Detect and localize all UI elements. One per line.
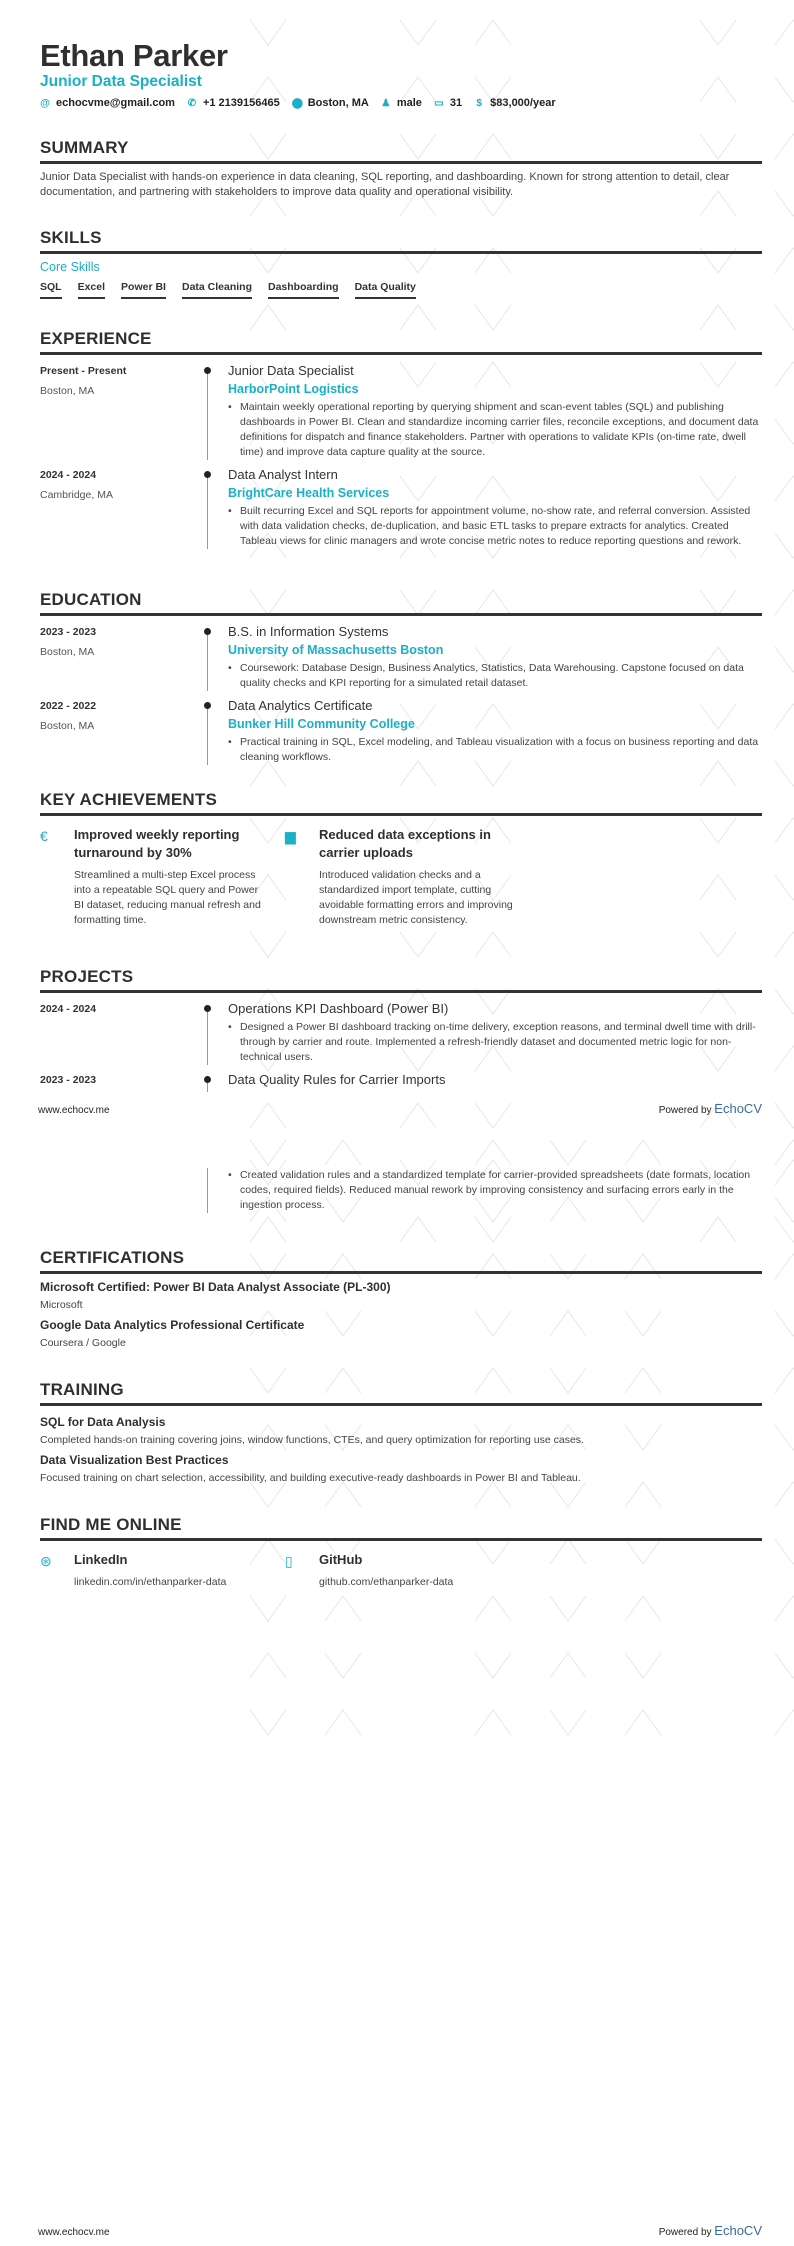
- chevron-mark: [625, 1482, 661, 1507]
- archive-icon: ▆: [285, 828, 296, 844]
- footer-site[interactable]: www.echocv.me: [38, 2227, 110, 2238]
- chevron-mark: [550, 1710, 586, 1735]
- chevron-mark: [625, 1140, 661, 1165]
- section-heading: FIND ME ONLINE: [40, 1515, 762, 1541]
- chevron-mark: [775, 1160, 794, 1185]
- cert-issuer: Coursera / Google: [40, 1337, 126, 1349]
- cert-issuer: Microsoft: [40, 1299, 83, 1311]
- chevron-mark: [550, 1596, 586, 1621]
- chevron-mark: [775, 77, 794, 102]
- chevron-mark: [775, 533, 794, 558]
- chevron-mark: [775, 1368, 794, 1393]
- entry-bullet: • Maintain weekly operational reporting by querying shipment and scan-event tables (SQL) and publishing dashboards in Power BI. Clean and standardize incoming carrier files, reconcile exceptions, and document data definitions for dispatch and finance stakeholders. Partner with operations to validate KPIs (on-time rate, dwell time) and improve data capture quality at the source.: [228, 400, 762, 460]
- timeline-line: [207, 471, 208, 549]
- chevron-mark: [700, 932, 736, 957]
- chevron-mark: [475, 1140, 511, 1165]
- chevron-mark: [700, 305, 736, 330]
- achievement-title: Reduced data exceptions in carrier uploads: [319, 827, 491, 860]
- chevron-mark: [475, 1596, 511, 1621]
- timeline-line: [207, 1168, 208, 1213]
- chevron-mark: [325, 1140, 361, 1165]
- person-icon: ♟: [381, 97, 391, 109]
- chevron-mark: [400, 932, 436, 957]
- achievement-title: Improved weekly reporting turnaround by 30%: [74, 827, 240, 860]
- skill-tag: Data Quality: [355, 281, 416, 299]
- chevron-mark: [475, 932, 511, 957]
- chevron-mark: [625, 1596, 661, 1621]
- candidate-name: Ethan Parker: [40, 38, 228, 73]
- job-title: Junior Data Specialist: [40, 73, 202, 90]
- project-entry: [40, 1072, 762, 1092]
- entry-school: University of Massachusetts Boston: [228, 643, 444, 657]
- chevron-mark: [400, 20, 436, 45]
- training-text: Completed hands-on training covering joins, window functions, CTEs, and query optimization for reporting use cases.: [40, 1434, 584, 1446]
- chevron-mark: [775, 818, 794, 843]
- experience-entry: [40, 363, 762, 460]
- project-title: Data Quality Rules for Carrier Imports: [228, 1072, 446, 1087]
- chevron-mark: [775, 305, 794, 330]
- chevron-mark: [775, 1197, 794, 1222]
- timeline-line: [207, 628, 208, 691]
- chevron-mark: [475, 1103, 511, 1128]
- chevron-mark: [775, 1046, 794, 1071]
- training-section: [40, 1380, 762, 1484]
- entry-date: 2024 - 2024: [40, 1003, 97, 1015]
- entry-bullet: • Designed a Power BI dashboard tracking on-time delivery, exception reasons, and terminal dwell time with drill-through by carrier and route. Implemented a refresh-friendly dataset and documented metric logic for non-technical users.: [228, 1020, 762, 1065]
- chevron-mark: [775, 875, 794, 900]
- training-text: Focused training on chart selection, accessibility, and building executive-ready dashboards in Power BI and Tableau.: [40, 1472, 581, 1484]
- chevron-mark: [775, 419, 794, 444]
- at-icon: @: [40, 97, 50, 109]
- chevron-mark: [475, 1710, 511, 1735]
- chevron-mark: [475, 1217, 511, 1242]
- chevron-mark: [475, 1482, 511, 1507]
- link-url[interactable]: github.com/ethanparker-data: [319, 1576, 454, 1588]
- skill-tag: Excel: [78, 281, 105, 299]
- chevron-mark: [775, 1653, 794, 1678]
- skill-tag: SQL: [40, 281, 62, 299]
- timeline-dot: [204, 1076, 211, 1083]
- chevron-mark: [775, 704, 794, 729]
- entry-degree: B.S. in Information Systems: [228, 624, 389, 639]
- project-entry: [40, 1001, 762, 1065]
- entry-date: Present - Present: [40, 365, 127, 377]
- chevron-mark: [550, 1482, 586, 1507]
- chevron-mark: [250, 932, 286, 957]
- contact-location: ⬤ Boston, MA: [291, 97, 369, 109]
- project-entry-continued: [40, 1168, 762, 1213]
- section-heading: KEY ACHIEVEMENTS: [40, 790, 762, 816]
- chevron-mark: [550, 1653, 586, 1678]
- timeline-dot: [204, 702, 211, 709]
- summary-text: Junior Data Specialist with hands-on experience in data cleaning, SQL reporting, and dashboarding. Known for strong attention to detail, clear documentation, and partnering with stakeholders to improve data quality and operational visibility.: [40, 171, 730, 198]
- chevron-mark: [700, 1217, 736, 1242]
- chevron-mark: [700, 77, 736, 102]
- section-heading: SUMMARY: [40, 138, 762, 164]
- chevron-mark: [475, 1653, 511, 1678]
- entry-location: Boston, MA: [40, 385, 95, 397]
- entry-location: Boston, MA: [40, 646, 95, 658]
- chevron-mark: [775, 134, 794, 159]
- chevron-mark: [250, 1653, 286, 1678]
- timeline-dot: [204, 367, 211, 374]
- achievements-section: [40, 790, 762, 928]
- chevron-mark: [775, 20, 794, 45]
- linkedin-icon: ⊛: [40, 1553, 52, 1569]
- cert-name: Google Data Analytics Professional Certificate: [40, 1318, 305, 1332]
- skill-group-label: Core Skills: [40, 260, 100, 274]
- chevron-mark: [250, 1596, 286, 1621]
- timeline-line: [207, 367, 208, 460]
- section-heading: EDUCATION: [40, 590, 762, 616]
- contact-bar: [40, 97, 556, 109]
- chevron-mark: [775, 1710, 794, 1735]
- entry-role: Junior Data Specialist: [228, 363, 354, 378]
- contact-age: ▭ 31: [434, 97, 463, 109]
- section-heading: SKILLS: [40, 228, 762, 254]
- chevron-mark: [400, 305, 436, 330]
- chevron-mark: [775, 1596, 794, 1621]
- chevron-mark: [250, 1482, 286, 1507]
- chevron-mark: [775, 761, 794, 786]
- timeline-line: [207, 1005, 208, 1065]
- chevron-mark: [775, 1103, 794, 1128]
- chevron-mark: [400, 1103, 436, 1128]
- entry-location: Cambridge, MA: [40, 489, 113, 501]
- skill-tag: Data Cleaning: [182, 281, 252, 299]
- chevron-mark: [775, 1140, 794, 1165]
- contact-salary: $ $83,000/year: [474, 97, 555, 109]
- achievement-text: Introduced validation checks and a standardized import template, cutting avoidable formatting errors and improving downstream metric consistency.: [319, 869, 513, 926]
- skill-tag: Power BI: [121, 281, 166, 299]
- chevron-mark: [250, 305, 286, 330]
- entry-bullet: • Built recurring Excel and SQL reports for appointment volume, no-show rate, and referral conversion. Assisted with data validation checks, de-duplication, and basic ETL tasks to prepare extracts for analytics. Created Tableau views for clinic managers and wrote concise metric notes to reduce reporting questions and rework.: [228, 504, 762, 549]
- project-title: Operations KPI Dashboard (Power BI): [228, 1001, 449, 1016]
- chevron-mark: [775, 1254, 794, 1279]
- chevron-mark: [625, 1653, 661, 1678]
- chevron-mark: [775, 1425, 794, 1450]
- skills-section: [40, 228, 762, 299]
- chevron-mark: [775, 1311, 794, 1336]
- timeline-dot: [204, 628, 211, 635]
- achievement-card: [285, 826, 515, 928]
- brand-logo: EchoCV: [714, 1101, 762, 1116]
- projects-section: [40, 967, 762, 1092]
- entry-school: Bunker Hill Community College: [228, 717, 415, 731]
- contact-gender: ♟ male: [381, 97, 422, 109]
- achievement-text: Streamlined a multi-step Excel process into a repeatable SQL query and Power BI dataset, reducing manual refresh and formatting time.: [74, 869, 261, 926]
- training-name: SQL for Data Analysis: [40, 1415, 166, 1429]
- entry-bullet: • Practical training in SQL, Excel modeling, and Tableau visualization with a focus on business reporting and data cleaning workflows.: [228, 735, 762, 765]
- chevron-mark: [775, 1217, 794, 1242]
- entry-degree: Data Analytics Certificate: [228, 698, 373, 713]
- education-entry: [40, 698, 762, 765]
- euro-icon: €: [40, 828, 48, 844]
- brand-logo: EchoCV: [714, 2223, 762, 2238]
- cert-name: Microsoft Certified: Power BI Data Analyst Associate (PL-300): [40, 1280, 391, 1294]
- chevron-mark: [775, 932, 794, 957]
- chevron-mark: [325, 1653, 361, 1678]
- chevron-mark: [775, 590, 794, 615]
- chevron-mark: [775, 191, 794, 216]
- chevron-mark: [325, 1482, 361, 1507]
- chevron-mark: [775, 1482, 794, 1507]
- summary-section: [40, 138, 762, 200]
- section-heading: EXPERIENCE: [40, 329, 762, 355]
- education-entry: [40, 624, 762, 691]
- online-link-github[interactable]: ▯ GitHub github.com/ethanparker-data: [285, 1552, 454, 1588]
- chevron-mark: [775, 362, 794, 387]
- chevron-mark: [775, 989, 794, 1014]
- chevron-mark: [325, 1596, 361, 1621]
- chevron-mark: [250, 1710, 286, 1735]
- entry-date: 2022 - 2022: [40, 700, 97, 712]
- contact-email[interactable]: @ echocvme@gmail.com: [40, 97, 175, 109]
- experience-section: [40, 329, 762, 549]
- skill-tag: Dashboarding: [268, 281, 339, 299]
- entry-location: Boston, MA: [40, 720, 95, 732]
- footer-powered: Powered by EchoCV: [658, 1101, 762, 1116]
- chevron-mark: [775, 1539, 794, 1564]
- entry-date: 2024 - 2024: [40, 469, 97, 481]
- location-icon: ⬤: [291, 97, 303, 109]
- footer-site[interactable]: www.echocv.me: [38, 1105, 110, 1116]
- calendar-icon: ▭: [434, 97, 444, 109]
- online-section: [40, 1515, 762, 1590]
- chevron-mark: [250, 20, 286, 45]
- certifications-section: [40, 1248, 762, 1349]
- section-heading: PROJECTS: [40, 967, 762, 993]
- entry-role: Data Analyst Intern: [228, 467, 338, 482]
- chevron-mark: [475, 305, 511, 330]
- dollar-icon: $: [476, 97, 482, 109]
- footer-powered: Powered by EchoCV: [658, 2223, 762, 2238]
- chevron-mark: [400, 1217, 436, 1242]
- chevron-mark: [250, 1140, 286, 1165]
- chevron-mark: [775, 647, 794, 672]
- section-heading: CERTIFICATIONS: [40, 1248, 762, 1274]
- link-url[interactable]: linkedin.com/in/ethanparker-data: [74, 1576, 227, 1588]
- training-name: Data Visualization Best Practices: [40, 1453, 229, 1467]
- chevron-mark: [625, 1710, 661, 1735]
- education-section: [40, 590, 762, 765]
- chevron-mark: [325, 1710, 361, 1735]
- entry-org: BrightCare Health Services: [228, 486, 390, 500]
- entry-bullet: • Coursework: Database Design, Business Analytics, Statistics, Data Warehousing. Capstone focused on data quality checks and KPI reporting for a simulated retail dataset.: [228, 661, 762, 691]
- entry-date: 2023 - 2023: [40, 1074, 97, 1086]
- chevron-mark: [775, 476, 794, 501]
- timeline-line: [207, 702, 208, 765]
- entry-bullet: • Created validation rules and a standardized template for carrier-provided spreadsheets (date formats, location codes, required fields). Reduced manual rework by improving consistency and surfacing errors early in the ingestion process.: [228, 1168, 762, 1213]
- chevron-mark: [775, 248, 794, 273]
- chevron-mark: [250, 1103, 286, 1128]
- phone-icon: ✆: [187, 97, 197, 109]
- section-heading: TRAINING: [40, 1380, 762, 1406]
- online-link-linkedin[interactable]: ⊛ LinkedIn linkedin.com/in/ethanparker-data: [40, 1552, 227, 1588]
- achievement-card: [40, 826, 270, 928]
- entry-date: 2023 - 2023: [40, 626, 97, 638]
- chevron-mark: [550, 1140, 586, 1165]
- mobile-icon: ▯: [285, 1553, 293, 1569]
- experience-entry: [40, 467, 762, 549]
- chevron-mark: [250, 1217, 286, 1242]
- timeline-dot: [204, 471, 211, 478]
- timeline-dot: [204, 1005, 211, 1012]
- entry-org: HarborPoint Logistics: [228, 382, 359, 396]
- contact-phone[interactable]: ✆ +1 2139156465: [187, 97, 280, 109]
- chevron-mark: [700, 20, 736, 45]
- chevron-mark: [475, 20, 511, 45]
